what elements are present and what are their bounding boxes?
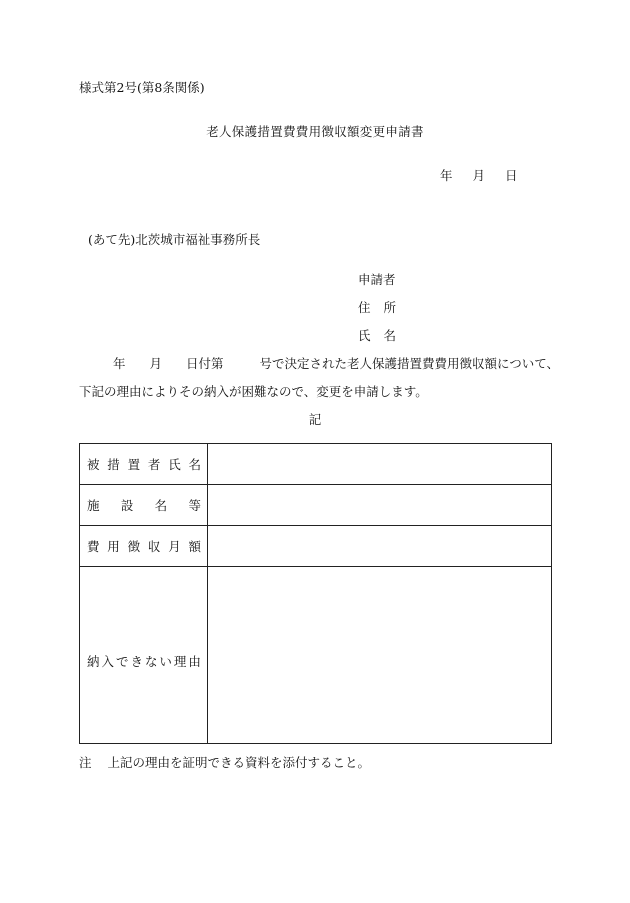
table-row xyxy=(80,526,552,567)
row-label-reason: 納 入 で き な い 理 由 xyxy=(80,567,208,744)
note xyxy=(79,757,370,770)
ki-label: 記 xyxy=(308,412,322,427)
addressee: (あて先)北茨城市福祉事務所長 xyxy=(88,232,261,247)
note-prefix: 注 xyxy=(79,755,92,770)
monthly-fee-field[interactable] xyxy=(208,526,552,567)
row-label-facility-name: 施 設 名 等 xyxy=(80,485,208,526)
table-row xyxy=(80,567,552,744)
name-label: 氏 名 xyxy=(358,328,397,343)
date-month-label: 月 xyxy=(472,168,486,183)
facility-name-field[interactable] xyxy=(208,485,552,526)
address-label: 住 所 xyxy=(358,300,397,315)
detail-table xyxy=(79,443,552,744)
date-line xyxy=(440,170,518,183)
row-label-patient-name: 被 措 置 者 氏 名 xyxy=(80,444,208,485)
row-label-monthly-fee: 費 用 徴 収 月 額 xyxy=(80,526,208,567)
request-text-line-2: 下記の理由によりその納入が困難なので、変更を申請します。 xyxy=(79,384,428,399)
reason-field[interactable] xyxy=(208,567,552,744)
table-row xyxy=(80,485,552,526)
date-day-label: 日 xyxy=(505,168,518,183)
request-text-line-1: 年 月 日付第 号で決定された老人保護措置費費用徴収額について、 xyxy=(113,356,560,371)
note-text: 上記の理由を証明できる資料を添付すること。 xyxy=(107,755,371,770)
table-row xyxy=(80,444,552,485)
document-title: 老人保護措置費費用徴収額変更申請書 xyxy=(206,124,424,139)
applicant-label: 申請者 xyxy=(358,272,396,287)
patient-name-field[interactable] xyxy=(208,444,552,485)
date-year-label: 年 xyxy=(440,168,453,183)
form-number: 様式第2号(第8条関係) xyxy=(79,80,205,95)
